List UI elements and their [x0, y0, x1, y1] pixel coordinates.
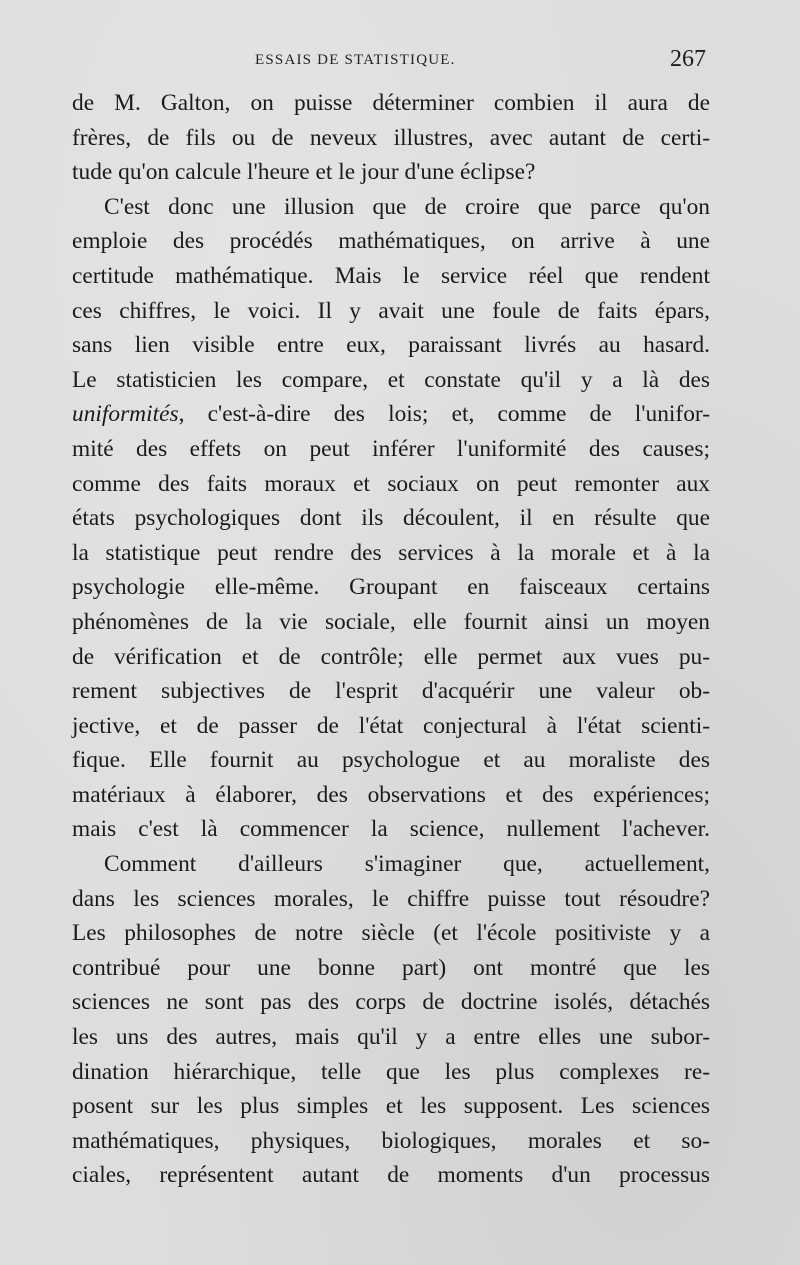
text-line: Les philosophes de notre siècle (et l'école positiviste y a	[72, 920, 710, 947]
text-line: ces chiffres, le voici. Il y avait une foule de faits épars,	[72, 297, 710, 324]
body-text	[72, 86, 710, 1193]
text-line: mais c'est là commencer la science, nullement l'achever.	[72, 816, 710, 843]
text-line: comme des faits moraux et sociaux on peut remonter aux	[72, 470, 710, 497]
text-line: emploie des procédés mathématiques, on arrive à une	[72, 228, 710, 255]
text-line: fique. Elle fournit au psychologue et au moraliste des	[72, 747, 710, 774]
text-line-remainder: , c'est-à-dire des lois; et, comme de l'unifor-	[178, 401, 710, 428]
text-line: frères, de fils ou de neveux illustres, avec autant de certi-	[72, 124, 710, 151]
text-line: tude qu'on calcule l'heure et le jour d'une éclipse?	[72, 159, 536, 186]
running-head	[60, 46, 710, 78]
text-line: dination hiérarchique, telle que les plus complexes re-	[72, 1058, 710, 1085]
text-line: C'est donc une illusion que de croire que parce qu'on	[104, 193, 710, 220]
text-line: ciales, représentent autant de moments d'un processus	[72, 1162, 710, 1189]
text-line: contribué pour une bonne part) ont montré que les	[72, 954, 710, 981]
text-line: de M. Galton, on puisse déterminer combien il aura de	[72, 90, 710, 116]
text-line: de vérification et de contrôle; elle permet aux vues pu-	[72, 643, 710, 670]
text-line: certitude mathématique. Mais le service réel que rendent	[72, 262, 710, 289]
text-line: rement subjectives de l'esprit d'acquérir une valeur ob-	[72, 678, 710, 705]
text-line: phénomènes de la vie sociale, elle fournit ainsi un moyen	[72, 608, 710, 635]
text-line: mité des effets on peut inférer l'uniformité des causes;	[72, 435, 710, 462]
running-title: ESSAIS DE STATISTIQUE.	[255, 52, 456, 68]
text-line: posent sur les plus simples et les supposent. Les sciences	[72, 1093, 710, 1120]
text-line: Le statisticien les compare, et constate qu'il y a là des	[72, 366, 710, 393]
text-line: sans lien visible entre eux, paraissant livrés au hasard.	[72, 332, 710, 359]
text-line: Comment d'ailleurs s'imaginer que, actuellement,	[104, 851, 710, 878]
text-line: états psychologiques dont ils découlent, il en résulte que	[72, 505, 710, 532]
text-line: jective, et de passer de l'état conjectural à l'état scienti-	[72, 712, 710, 739]
text-line: dans les sciences morales, le chiffre puisse tout résoudre?	[72, 885, 710, 912]
italic-term: uniformités	[72, 401, 179, 428]
text-line: les uns des autres, mais qu'il y a entre elles une subor-	[72, 1024, 710, 1051]
page-number: 267	[670, 46, 706, 72]
text-line: mathématiques, physiques, biologiques, morales et so-	[72, 1127, 710, 1154]
text-line: psychologie elle-même. Groupant en faisceaux certains	[72, 574, 710, 601]
text-line: sciences ne sont pas des corps de doctrine isolés, détachés	[72, 989, 710, 1016]
text-line: la statistique peut rendre des services à la morale et à la	[72, 539, 710, 566]
text-line-with-italic	[72, 397, 710, 432]
text-line: matériaux à élaborer, des observations et des expériences;	[72, 781, 710, 808]
